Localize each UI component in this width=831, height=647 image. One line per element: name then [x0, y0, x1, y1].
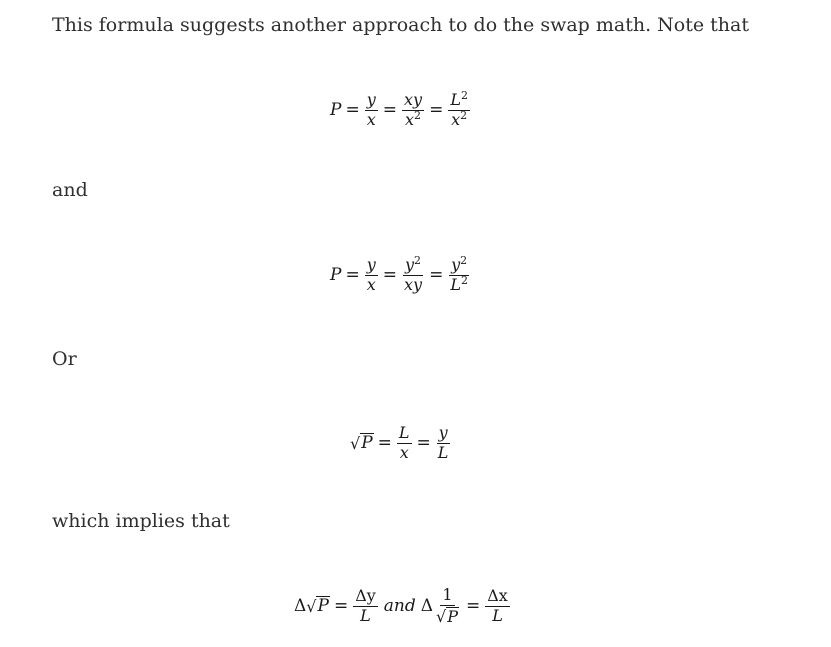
eq2-fraction-1 [365, 257, 378, 294]
eq4-sqrt [306, 596, 330, 616]
equals-sign: = [345, 100, 360, 121]
eq4-f2-den-radicand: P [447, 606, 458, 626]
eq3-f2-denominator: L [437, 442, 449, 462]
delta-symbol: Δ [420, 596, 434, 617]
eq4-fraction-3 [485, 585, 510, 625]
equals-sign: = [382, 265, 397, 286]
equals-sign: = [466, 596, 481, 617]
eq4-den-sqrt [436, 607, 459, 626]
paragraph-or: Or [52, 348, 77, 370]
equation-delta-sqrt-price [294, 587, 511, 625]
eq2-f3-num-base: y [451, 255, 461, 274]
eq3-sqrt [350, 433, 374, 453]
eq4-fraction-1 [353, 585, 378, 625]
eq2-f3-den-exp: 2 [460, 273, 468, 287]
sqrt-icon: √ [306, 597, 317, 617]
eq4-f2-numerator: 1 [442, 585, 453, 604]
eq1-f3-den-base: x [451, 109, 461, 129]
eq2-fraction-3 [448, 254, 470, 294]
eq3-fraction-1 [397, 425, 412, 462]
sqrt-icon: √ [350, 434, 361, 454]
eq1-f2-denominator [403, 108, 423, 129]
eq2-f1-numerator: y [366, 255, 376, 274]
eq1-f2-den-base: x [405, 109, 415, 129]
eq3-fraction-2 [436, 425, 451, 462]
equation-price-over-y [330, 254, 471, 294]
eq1-fraction-3 [448, 89, 470, 129]
equals-sign: = [345, 265, 360, 286]
eq2-f2-num-exp: 2 [414, 254, 422, 267]
eq2-f3-num-exp: 2 [460, 254, 468, 267]
eq4-f3-denominator: L [492, 605, 503, 625]
equals-sign: = [333, 596, 349, 617]
equation-price-over-x [330, 89, 471, 129]
eq2-fraction-2 [402, 254, 424, 294]
eq4-f3-numerator: Δx [487, 585, 508, 605]
eq2-f2-num-base: y [405, 255, 415, 274]
eq4-f1-numerator: Δy [355, 585, 376, 605]
eq1-f3-num-exp: 2 [460, 89, 468, 102]
eq1-f1-denominator: x [366, 109, 376, 129]
paragraph-implies: which implies that [52, 510, 230, 532]
equals-sign: = [382, 100, 397, 121]
eq1-f3-denominator [449, 108, 469, 129]
eq2-f3-denominator [448, 273, 470, 294]
paragraph-intro: This formula suggests another approach to do the swap math. Note that [52, 14, 749, 36]
eq2-f3-den-base: L [450, 274, 461, 294]
eq2-f2-denominator: xy [404, 274, 423, 294]
paragraph-and: and [52, 179, 88, 201]
equals-sign: = [429, 265, 444, 286]
eq4-and-word: and [383, 596, 416, 617]
equals-sign: = [377, 433, 392, 454]
eq2-lhs: P [330, 265, 342, 286]
eq3-lhs-radicand: P [361, 433, 373, 454]
eq3-f1-numerator: L [398, 423, 410, 442]
equation-sqrt-price [350, 425, 451, 462]
eq2-f1-denominator: x [366, 274, 376, 294]
eq1-f2-den-exp: 2 [414, 108, 422, 122]
eq1-fraction-1 [365, 92, 378, 129]
delta-symbol: Δ [294, 596, 307, 617]
eq3-f1-denominator: x [399, 442, 409, 462]
eq2-f2-numerator [403, 254, 423, 276]
eq1-f2-numerator: xy [404, 90, 423, 109]
sqrt-icon: √ [436, 606, 447, 626]
eq1-f3-den-exp: 2 [460, 108, 468, 122]
eq4-f1-denominator: L [360, 605, 371, 625]
eq4-lhs-radicand: P [317, 596, 329, 617]
eq1-f1-numerator: y [366, 90, 376, 109]
eq1-f3-num-base: L [450, 90, 461, 109]
eq3-f2-numerator: y [438, 423, 448, 442]
equals-sign: = [429, 100, 444, 121]
eq1-lhs: P [330, 100, 342, 121]
eq1-fraction-2 [402, 92, 424, 129]
eq4-f2-denominator [434, 606, 461, 626]
eq4-fraction-2 [434, 587, 461, 625]
equals-sign: = [416, 433, 431, 454]
